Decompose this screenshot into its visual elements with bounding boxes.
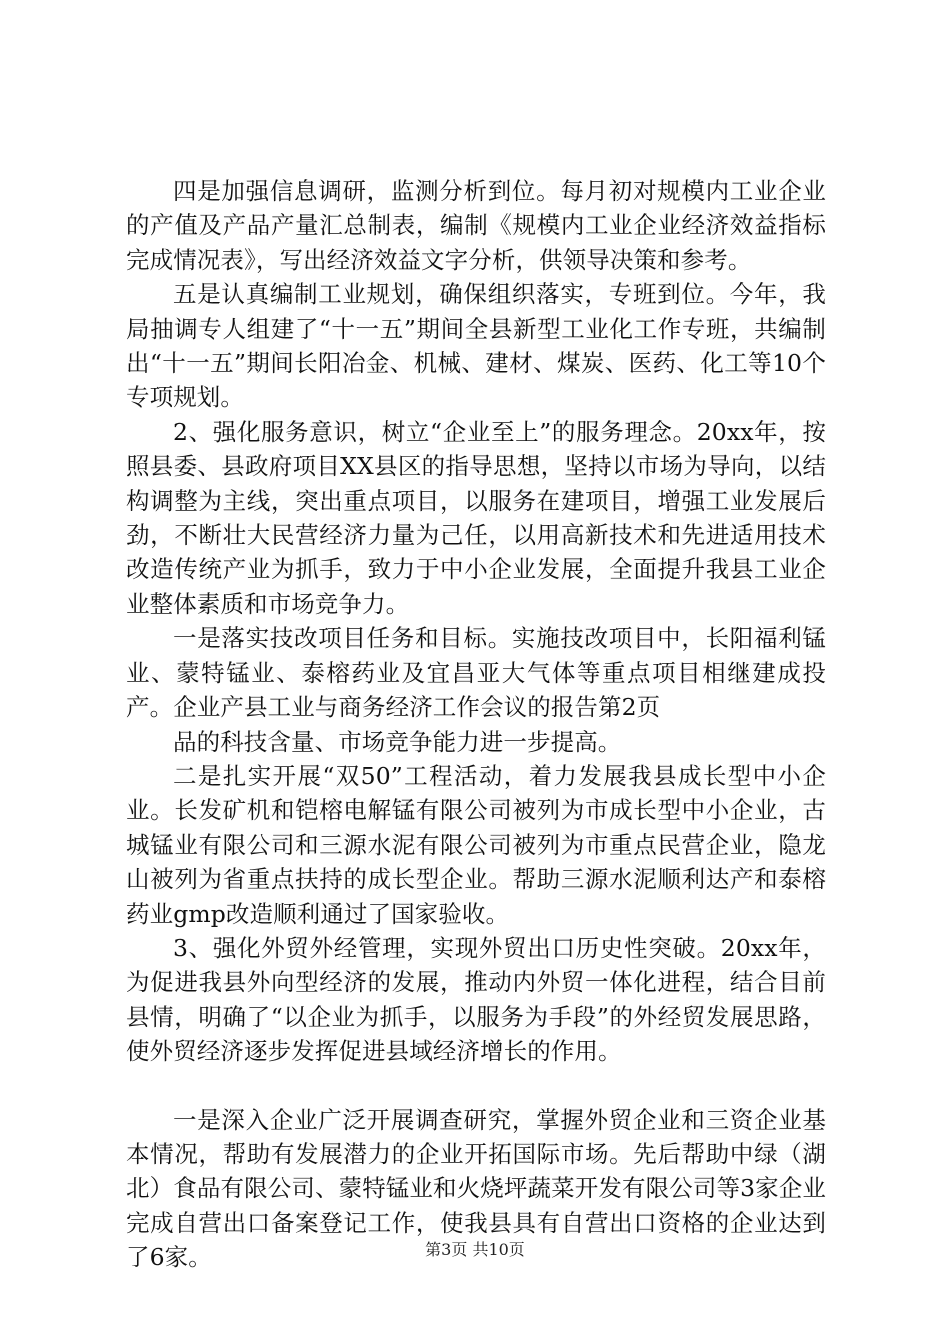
paragraph-enterprise-survey: 一是深入企业广泛开展调查研究，掌握外贸企业和三资企业基本情况，帮助有发展潜力的企业开拓国际市场。先后帮助中绿（湖北）食品有限公司、蒙特锰业和火烧坪蔬菜开发有限公司等3家企业完成自营出口备案登记工作，使我县具有自营出口资格的企业达到了6家。 (126, 1105, 826, 1272)
paragraph-service-awareness: 2、强化服务意识，树立“企业至上”的服务理念。20xx年，按照县委、县政府项目XX县区的指导思想，坚持以市场为导向，以结构调整为主线，突出重点项目，以服务在建项目，增强工业发展后劲，不断壮大民营经济力量为己任，以用高新技术和先进适用技术改造传统产业为抓手，致力于中小企业发展，全面提升我县工业企业整体素质和市场竞争力。 (126, 417, 826, 618)
paragraph-competitiveness: 品的科技含量、市场竞争能力进一步提高。 (173, 727, 622, 756)
paragraph-tech-projects: 一是落实技改项目任务和目标。实施技改项目中，长阳福利锰业、蒙特锰业、泰榕药业及宜昌亚大气体等重点项目相继建成投产。企业产县工业与商务经济工作会议的报告第2页 (126, 624, 826, 722)
paragraph-foreign-trade: 3、强化外贸外经管理，实现外贸出口历史性突破。20xx年，为促进我县外向型经济的发展，推动内外贸一体化进程，结合目前县情，明确了“以企业为抓手，以服务为手段”的外经贸发展思路，使外贸经济逐步发挥促进县域经济增长的作用。 (126, 933, 826, 1066)
paragraph-spacer (126, 1069, 826, 1103)
paragraph-info-research: 四是加强信息调研，监测分析到位。每月初对规模内工业企业的产值及产品产量汇总制表，编制《规模内工业企业经济效益指标完成情况表》，写出经济效益文字分析，供领导决策和参考。 (126, 177, 826, 274)
page-footer: 第3页 共10页 (425, 1240, 525, 1259)
document-body (126, 174, 826, 1275)
paragraph-industrial-planning: 五是认真编制工业规划，确保组织落实，专班到位。今年，我局抽调专人组建了“十一五”期间全县新型工业化工作专班，共编制出“十一五”期间长阳冶金、机械、建材、煤炭、医药、化工等10个专项规划。 (126, 280, 826, 412)
paragraph-double-50: 二是扎实开展“双50”工程活动，着力发展我县成长型中小企业。长发矿机和铠榕电解锰有限公司被列为市成长型中小企业，古城锰业有限公司和三源水泥有限公司被列为市重点民营企业，隐龙山被列为省重点扶持的成长型企业。帮助三源水泥顺利达产和泰榕药业gmp改造顺利通过了国家验收。 (126, 761, 826, 928)
